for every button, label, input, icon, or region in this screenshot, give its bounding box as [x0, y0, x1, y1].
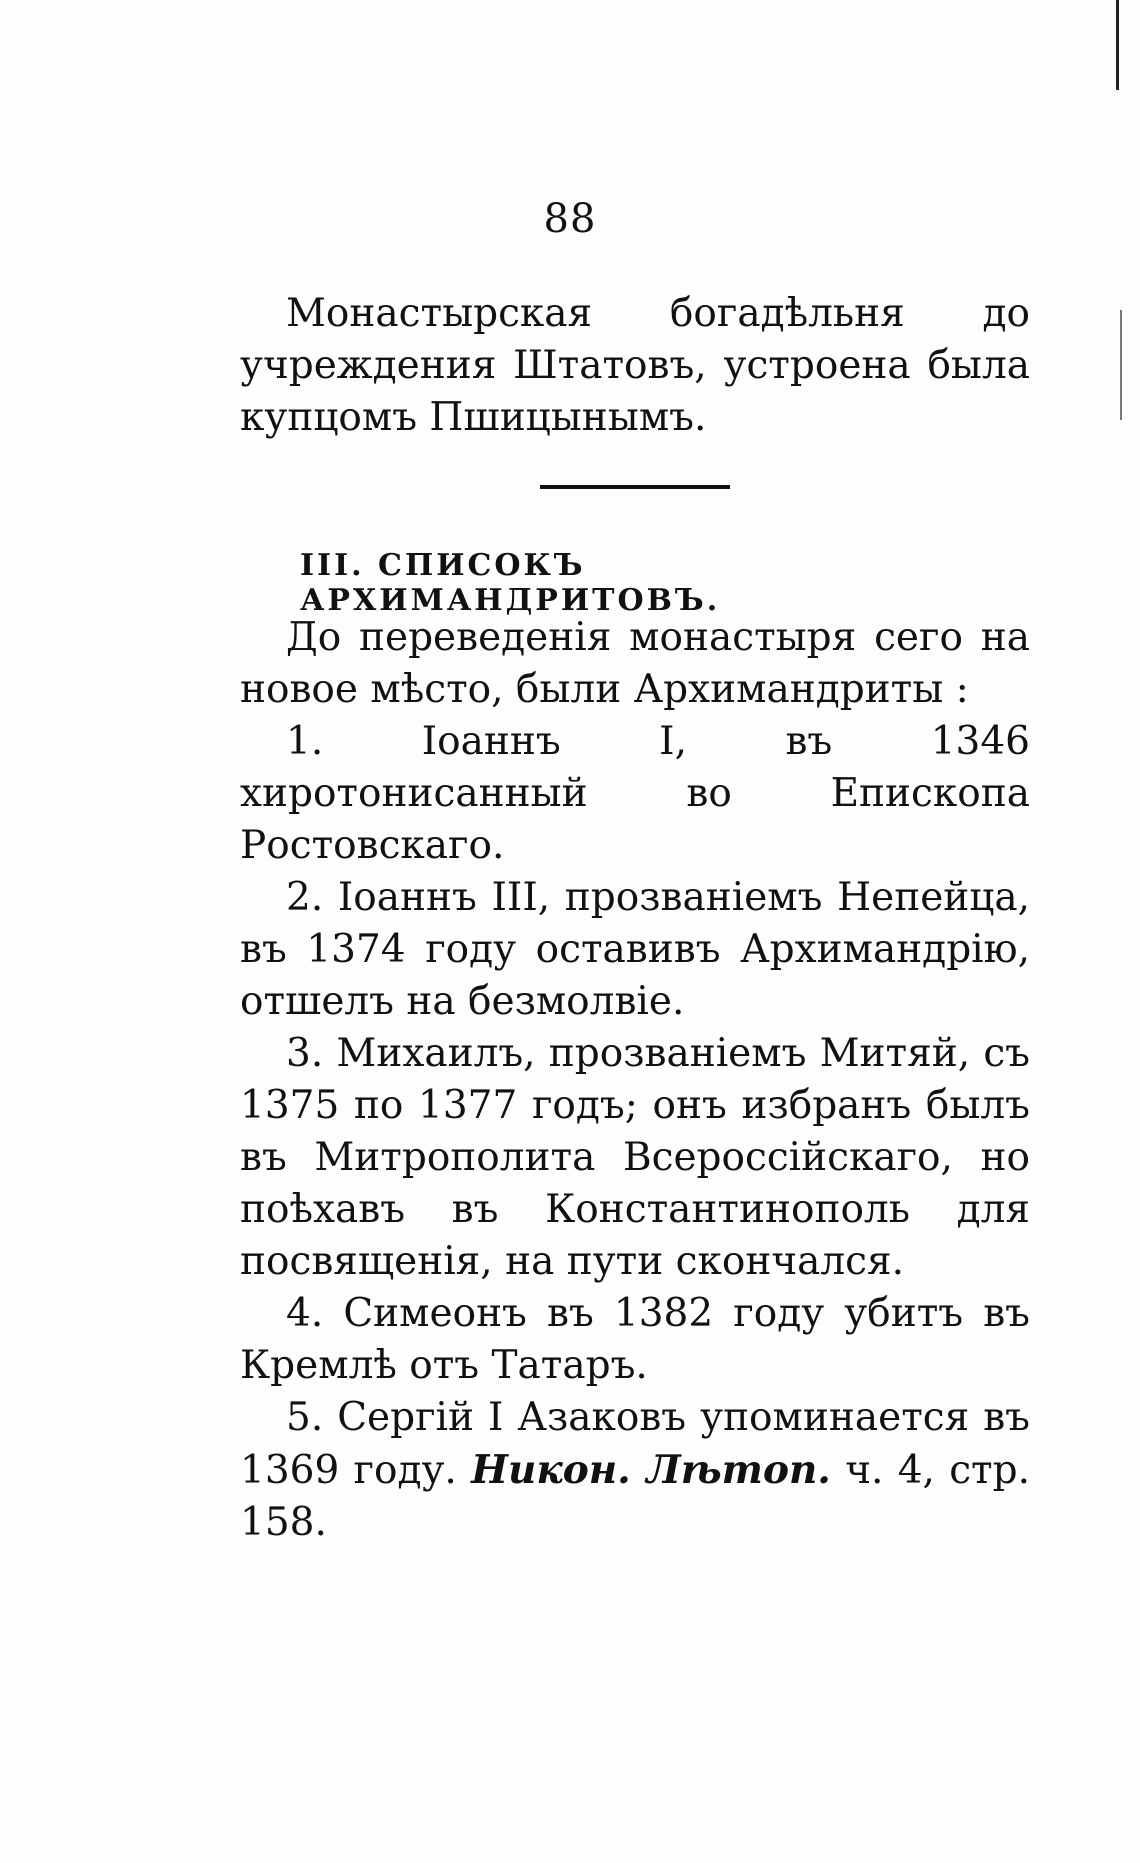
page-number: 88	[543, 196, 597, 242]
intro-block	[240, 288, 1030, 444]
page-edge-mark	[1116, 0, 1119, 90]
list-entry-4: 4. Симеонъ въ 1382 году убитъ въ Кремлѣ отъ Татаръ.	[240, 1291, 1030, 1388]
lead-paragraph: До переведенія монастыря сего на новое мѣсто, были Архимандриты :	[240, 615, 1030, 712]
archimandrite-list	[240, 612, 1030, 1549]
list-entry-2: 2. Іоаннъ III, прозваніемъ Непейца, въ 1374 году оставивъ Архимандрію, отшелъ на безмолвіе.	[240, 875, 1030, 1024]
entry5-reference: Никон. Лѣтоп.	[471, 1447, 831, 1493]
section-divider	[540, 485, 730, 489]
page-edge-mark-lower	[1120, 310, 1122, 420]
intro-paragraph: Монастырская богадѣльня до учреждения Штатовъ, устроена была купцомъ Пшицынымъ.	[240, 291, 1030, 440]
entry5-text: 5. Сергій I Азаковъ упоминается въ 1369 году.	[240, 1395, 1030, 1493]
list-entry-3: 3. Михаилъ, прозваніемъ Митяй, съ 1375 по 1377 годъ; онъ избранъ былъ въ Митрополита Всероссійскаго, но поѣхавъ въ Константинополь для посвященія, на пути скончался.	[240, 1031, 1030, 1284]
section-heading: III. СПИСОКЪ АРХИМАНДРИТОВЪ.	[300, 548, 721, 618]
list-entry-1: 1. Іоаннъ I, въ 1346 хиротонисанный во Епископа Ростовскаго.	[240, 719, 1030, 868]
list-entry-5	[240, 1392, 1030, 1549]
entry5-reference-tail: ч. 4, стр. 158.	[240, 1448, 1030, 1545]
